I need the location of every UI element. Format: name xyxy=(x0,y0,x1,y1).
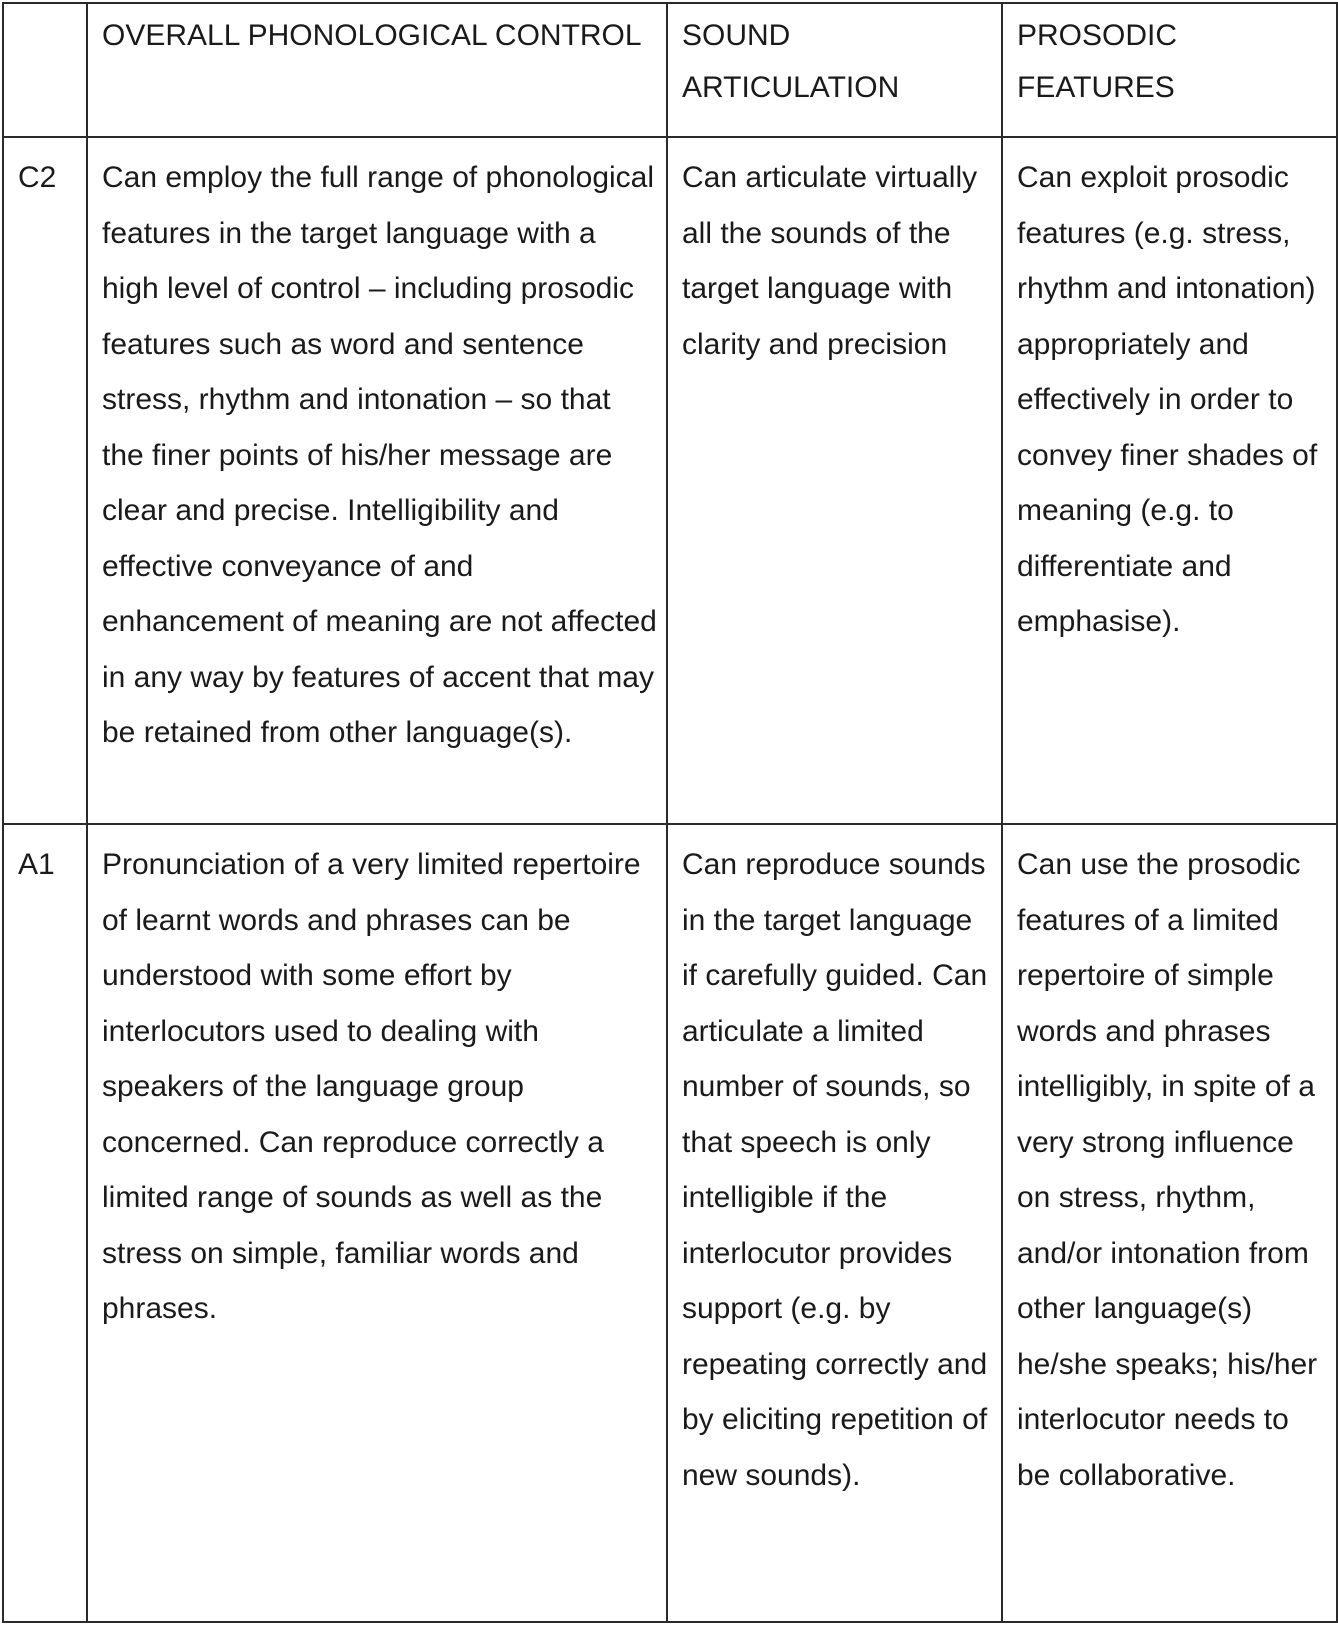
header-prosodic-features: PROSODIC FEATURES xyxy=(1002,3,1337,137)
overall-cell: Can employ the full range of phonological features in the target language with a high level of control – including prosodic features such as word and sentence stress, rhythm and intonation – so that the finer points of his/her message are clear and precise. Intelligibility and effective conveyance of and enhancement of meaning are not affected in any way by features of accent that may be retained from other language(s). xyxy=(87,137,667,824)
level-cell: C2 xyxy=(3,137,87,824)
articulation-cell: Can reproduce sounds in the target language if carefully guided. Can articulate a limited number of sounds, so that speech is only intelligible if the interlocutor provides support (e.g. by repeating correctly and by eliciting repetition of new sounds). xyxy=(667,824,1002,1622)
level-cell: A1 xyxy=(3,824,87,1622)
header-sound-articulation: SOUND ARTICULATION xyxy=(667,3,1002,137)
prosodic-cell: Can use the prosodic features of a limited repertoire of simple words and phrases intelligibly, in spite of a very strong influence on stress, rhythm, and/or intonation from other language(s) he/she speaks; his/her interlocutor needs to be collaborative. xyxy=(1002,824,1337,1622)
phonological-control-table xyxy=(2,2,1338,1623)
table-row xyxy=(3,824,1337,1622)
table-row xyxy=(3,137,1337,824)
header-overall-phonological-control: OVERALL PHONOLOGICAL CONTROL xyxy=(87,3,667,137)
prosodic-cell: Can exploit prosodic features (e.g. stress, rhythm and intonation) appropriately and effectively in order to convey finer shades of meaning (e.g. to differentiate and emphasise). xyxy=(1002,137,1337,824)
header-level xyxy=(3,3,87,137)
overall-cell: Pronunciation of a very limited repertoire of learnt words and phrases can be understood with some effort by interlocutors used to dealing with speakers of the language group concerned. Can reproduce correctly a limited range of sounds as well as the stress on simple, familiar words and phrases. xyxy=(87,824,667,1622)
articulation-cell: Can articulate virtually all the sounds of the target language with clarity and precision xyxy=(667,137,1002,824)
table-header-row xyxy=(3,3,1337,137)
